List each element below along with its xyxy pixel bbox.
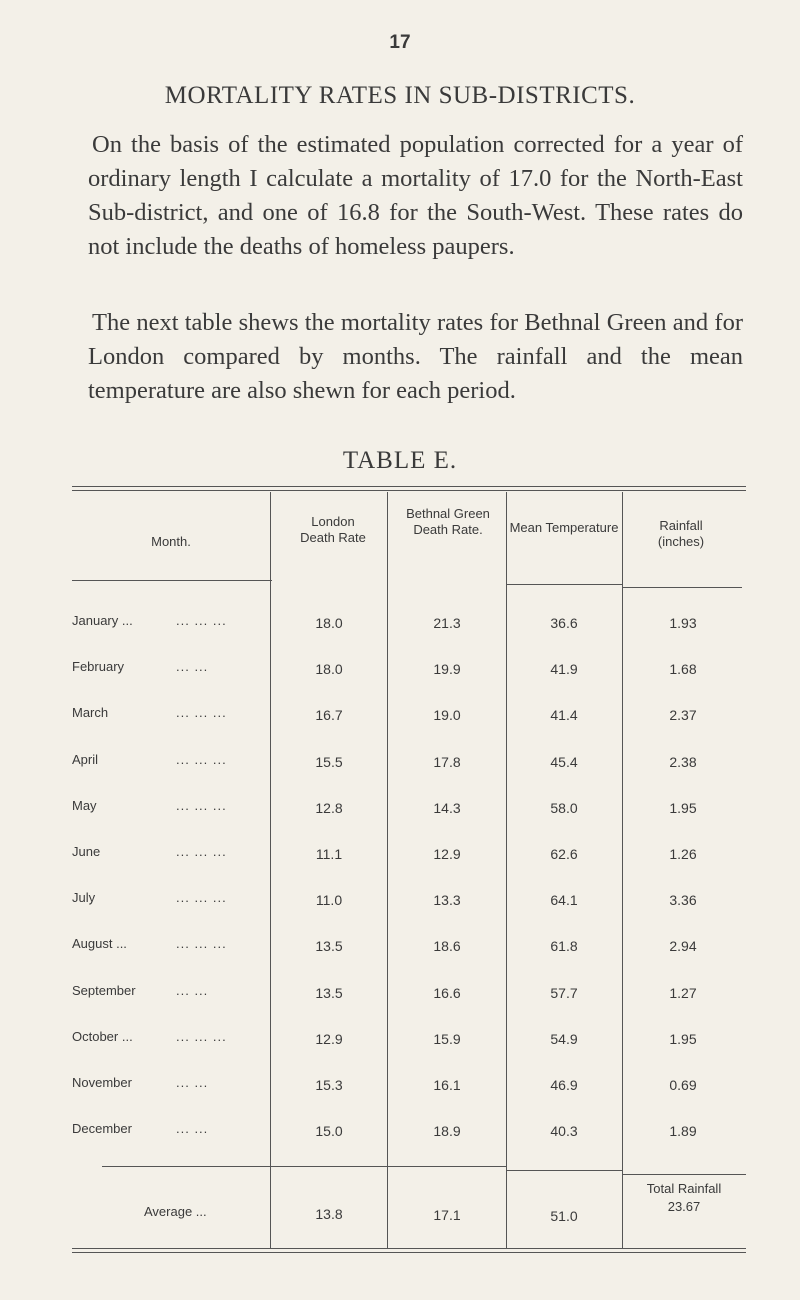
column-divider [387, 492, 388, 1248]
month-cell [72, 1075, 272, 1090]
london-rate-cell: 18.0 [315, 661, 343, 678]
leader-dots: ... ... [176, 659, 209, 675]
header-mean-temperature: Mean Temperature [509, 520, 619, 535]
rainfall-cell: 1.68 [669, 661, 697, 678]
rainfall-cell: 1.26 [669, 846, 697, 862]
rainfall-cell: 3.36 [669, 892, 697, 909]
month-cell [72, 1121, 272, 1136]
london-rate-cell: 12.9 [315, 1030, 343, 1047]
header-rule [622, 587, 742, 588]
total-rainfall-value: 23.67 [667, 1199, 701, 1214]
leader-dots: ... ... [176, 1075, 209, 1090]
temperature-cell: 36.6 [550, 615, 578, 631]
average-label: Average ... [144, 1204, 207, 1219]
month-cell [72, 890, 272, 905]
month-name: November [72, 1075, 132, 1090]
header-rainfall: Rainfall (inches) [657, 518, 705, 549]
rainfall-cell: 2.94 [669, 938, 697, 955]
table-title: TABLE E. [342, 447, 458, 474]
bottom-rule-outer [72, 1252, 746, 1253]
footer-rule [388, 1166, 506, 1167]
footer-rule [272, 1166, 388, 1167]
bethnal-rate-cell: 17.8 [433, 753, 461, 770]
header-london-death-rate: London Death Rate [300, 514, 366, 545]
leader-dots: ... ... ... [176, 844, 227, 859]
leader-dots: ... ... [176, 1121, 209, 1137]
month-name: October ... [72, 1028, 133, 1044]
bethnal-rate-cell: 18.6 [433, 938, 461, 955]
month-cell [72, 1029, 272, 1044]
london-rate-cell: 13.5 [315, 938, 343, 955]
bethnal-rate-cell: 18.9 [433, 1123, 461, 1140]
temperature-cell: 45.4 [550, 753, 578, 770]
top-rule-outer [72, 486, 746, 487]
footer-rule [506, 1170, 622, 1171]
page-number: 17 [389, 32, 411, 53]
london-rate-cell: 15.3 [315, 1077, 343, 1093]
header-rule [72, 580, 272, 581]
month-name: July [72, 890, 96, 906]
average-temperature: 51.0 [550, 1208, 578, 1224]
rainfall-cell: 2.38 [669, 753, 697, 770]
bethnal-rate-cell: 19.9 [433, 661, 461, 678]
month-cell [72, 798, 272, 813]
london-rate-cell: 12.8 [315, 799, 343, 816]
month-name: March [72, 705, 109, 721]
leader-dots: ... ... ... [176, 751, 227, 767]
london-rate-cell: 16.7 [315, 707, 343, 724]
bethnal-rate-cell: 21.3 [433, 615, 461, 631]
bethnal-rate-cell: 13.3 [433, 892, 461, 909]
bethnal-rate-cell: 14.3 [433, 799, 461, 816]
month-name: June [72, 844, 101, 859]
month-cell [72, 659, 272, 674]
paragraph-sub-district-rates: On the basis of the estimated population corrected for a year of ordinary length I calculate a mortality of 17.0 for the North-East Sub-district, and one of 16.8 for the South-West. These rates do not include the deaths of homeless paupers. [88, 131, 743, 260]
london-rate-cell: 15.0 [315, 1123, 343, 1140]
london-rate-cell: 15.5 [315, 753, 343, 770]
header-rule [506, 584, 623, 585]
rainfall-cell: 1.89 [669, 1123, 697, 1140]
temperature-cell: 64.1 [550, 892, 578, 909]
rainfall-cell: 1.27 [669, 984, 697, 1001]
bethnal-rate-cell: 16.1 [433, 1077, 461, 1093]
average-bethnal: 17.1 [433, 1207, 461, 1223]
leader-dots: ... ... ... [176, 797, 227, 813]
leader-dots: ... ... ... [176, 613, 227, 628]
month-cell [72, 705, 272, 720]
section-heading: MORTALITY RATES IN SUB-DISTRICTS. [164, 82, 636, 109]
rainfall-cell: 2.37 [669, 707, 697, 724]
bethnal-rate-cell: 12.9 [433, 846, 461, 862]
temperature-cell: 62.6 [550, 846, 578, 862]
month-cell [72, 936, 272, 951]
rainfall-cell: 1.95 [669, 799, 697, 816]
column-divider [622, 492, 623, 1248]
month-name: April [72, 751, 99, 767]
rainfall-cell: 1.93 [669, 615, 697, 631]
paragraph-table-intro: The next table shews the mortality rates for Bethnal Green and for London compared by months. The rainfall and the mean temperature are also shewn for each period. [88, 309, 743, 404]
month-cell [72, 844, 272, 859]
temperature-cell: 41.4 [550, 707, 578, 724]
month-cell [72, 613, 272, 628]
month-name: September [72, 982, 136, 998]
london-rate-cell: 13.5 [315, 984, 343, 1001]
london-rate-cell: 11.1 [315, 846, 343, 862]
temperature-cell: 58.0 [550, 799, 578, 816]
bethnal-rate-cell: 15.9 [433, 1030, 461, 1047]
temperature-cell: 54.9 [550, 1030, 578, 1047]
header-month: Month. [151, 534, 191, 549]
london-rate-cell: 11.0 [315, 892, 343, 909]
leader-dots: ... ... ... [176, 890, 227, 906]
leader-dots: ... ... [176, 982, 209, 998]
temperature-cell: 61.8 [550, 938, 578, 955]
total-rainfall-label: Total Rainfall [646, 1181, 722, 1196]
rainfall-cell: 0.69 [669, 1077, 697, 1093]
bethnal-rate-cell: 16.6 [433, 984, 461, 1001]
leader-dots: ... ... ... [176, 705, 227, 721]
month-name: August ... [72, 936, 127, 952]
average-london: 13.8 [315, 1206, 343, 1222]
month-name: May [72, 797, 97, 813]
month-cell [72, 983, 272, 998]
london-rate-cell: 18.0 [315, 615, 343, 631]
top-rule-inner [72, 490, 746, 491]
leader-dots: ... ... ... [176, 936, 227, 952]
footer-rule [622, 1174, 746, 1175]
month-cell [72, 752, 272, 767]
bethnal-rate-cell: 19.0 [433, 707, 461, 724]
month-name: January ... [72, 613, 133, 628]
column-divider [506, 492, 507, 1248]
temperature-cell: 40.3 [550, 1123, 578, 1140]
month-name: December [72, 1121, 132, 1137]
header-bethnal-green-death-rate: Bethnal Green Death Rate. [406, 506, 490, 537]
temperature-cell: 41.9 [550, 661, 578, 678]
temperature-cell: 57.7 [550, 984, 578, 1001]
temperature-cell: 46.9 [550, 1077, 578, 1093]
leader-dots: ... ... ... [176, 1028, 227, 1044]
rainfall-cell: 1.95 [669, 1030, 697, 1047]
footer-rule [102, 1166, 272, 1167]
month-name: February [72, 659, 125, 675]
mortality-table [72, 478, 746, 1258]
bottom-rule-inner [72, 1248, 746, 1249]
